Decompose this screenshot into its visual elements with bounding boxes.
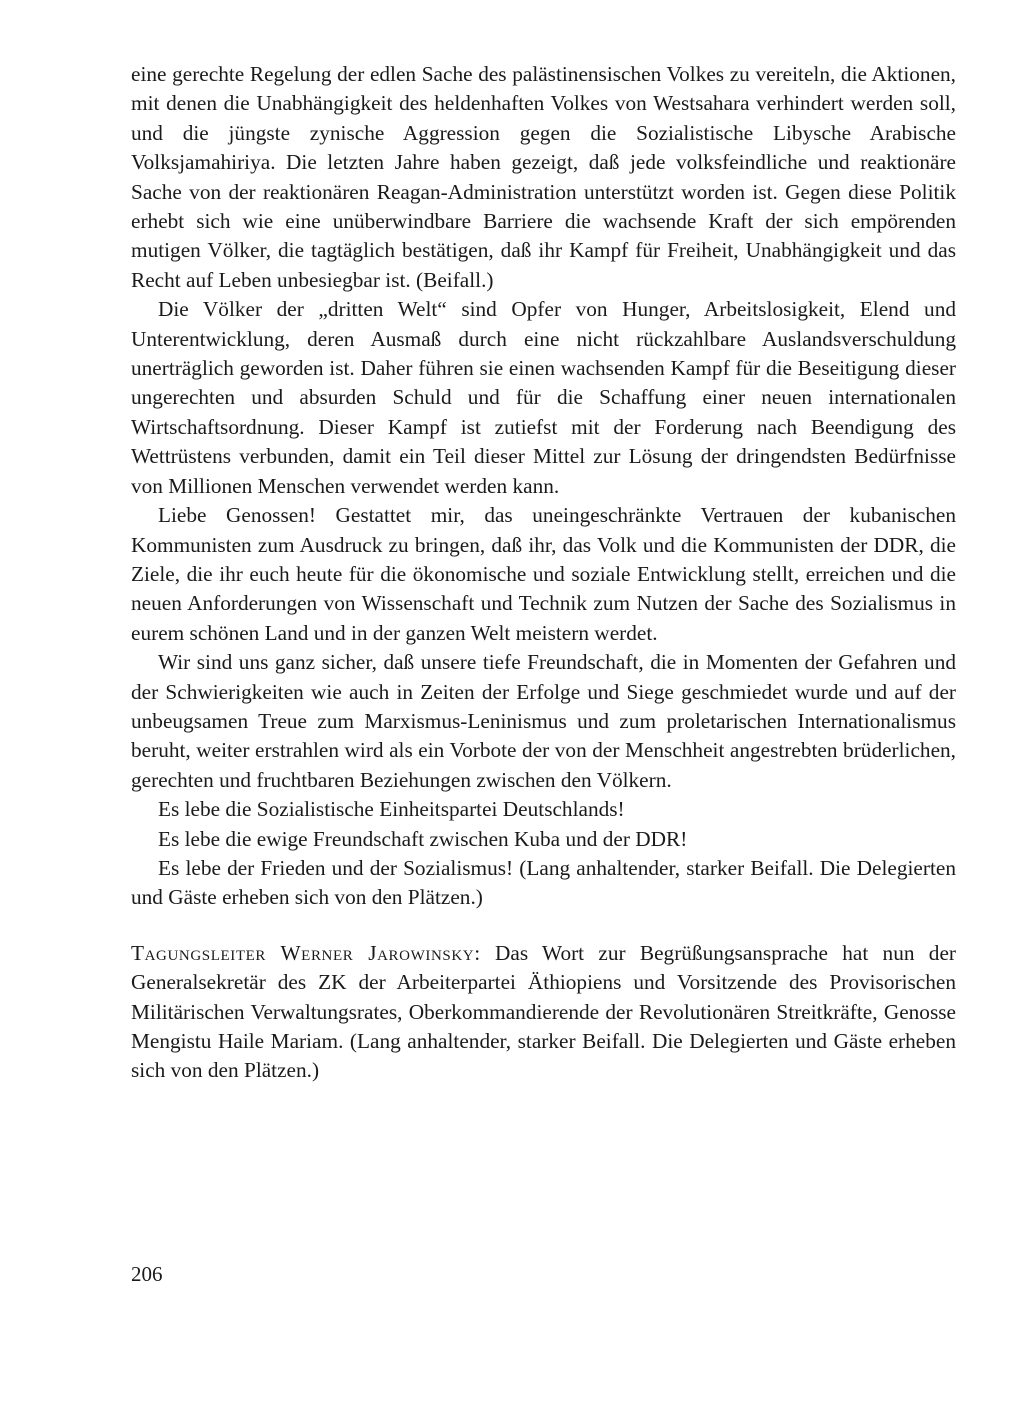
paragraph-7: Es lebe der Frieden und der Sozialismus! (Lang anhaltender, starker Beifall. Die Delegierten und Gäste erheben sich von den Plätzen.) (131, 855, 956, 910)
paragraph-4: Wir sind uns ganz sicher, daß unsere tiefe Freundschaft, die in Momenten der Gefahren und der Schwierigkeiten wie auch in Zeiten der Erfolge und Siege geschmiedet wurde und auf der unbeugsamen Treue zum Marxismus-Leninismus und zum proletarischen Internationalismus beruht, weiter erstrahlen wird als ein Vorbote der von der Menschheit angestrebten brüderlichen, gerechten und fruchtbaren Beziehungen zwischen den Völkern. (131, 650, 956, 792)
paragraph-5: Es lebe die Sozialistische Einheitspartei Deutschlands! (158, 797, 625, 822)
page-number: 206 (131, 1262, 163, 1286)
paragraph-1: eine gerechte Regelung der edlen Sache des palästinensischen Volkes zu vereiteln, die Aktionen, mit denen die Unabhängigkeit des heldenhaften Volkes von Westsahara verhindert werden soll, und die jüngste zynische Aggression gegen die Sozialistische Libysche Arabische Volksjamahiriya. Die letzten Jahre haben gezeigt, daß jede volksfeindliche und reaktionäre Sache von der reaktionären Reagan-Administration unterstützt worden ist. Gegen diese Politik erhebt sich wie eine unüberwindbare Barriere die wachsende Kraft der sich empörenden mutigen Völker, die tagtäglich bestätigen, daß ihr Kampf für Freiheit, Unabhängigkeit und das Recht auf Leben unbesiegbar ist. (Beifall.) (131, 62, 956, 292)
paragraph-2: Die Völker der „dritten Welt“ sind Opfer von Hunger, Arbeitslosigkeit, Elend und Unterentwicklung, deren Ausmaß durch eine nicht rückzahlbare Auslandsverschuldung unerträglich geworden ist. Daher führen sie einen wachsenden Kampf für die Beseitigung dieser ungerechten und absurden Schuld und für die Schaffung einer neuen internationalen Wirtschaftsordnung. Dieser Kampf ist zutiefst mit der Forderung nach Beendigung des Wettrüstens verbunden, damit ein Teil dieser Mittel zur Lösung der dringendsten Bedürfnisse von Millionen Menschen verwendet werden kann. (131, 297, 956, 498)
speaker-name: Tagungsleiter Werner Jarowinsky: (131, 940, 481, 965)
paragraph-3: Liebe Genossen! Gestattet mir, das uneingeschränkte Vertrauen der kubanischen Kommunisten zum Ausdruck zu bringen, daß ihr, das Volk und die Kommunisten der DDR, die Ziele, die ihr euch heute für die ökonomische und soziale Entwicklung stellt, erreichen und die neuen Anforderungen von Wissenschaft und Technik zum Nutzen der Sache des Sozialismus in eurem schönen Land und in der ganzen Welt meistern werdet. (131, 503, 956, 645)
speaker-text: Das Wort zur Begrüßungsansprache hat nun der Generalsekretär des ZK der Arbeiterpartei Äthiopiens und Vorsitzende des Provisorischen Militärischen Verwaltungsrates, Oberkommandierende der Revolutionären Streitkräfte, Genosse Mengistu Haile Mariam. (Lang anhaltender, starker Beifall. Die Delegierten und Gäste erheben sich von den Plätzen.) (131, 940, 956, 1083)
speaker-paragraph (131, 939, 956, 1086)
body-text (131, 60, 956, 1086)
paragraph-6: Es lebe die ewige Freundschaft zwischen Kuba und der DDR! (158, 826, 688, 851)
